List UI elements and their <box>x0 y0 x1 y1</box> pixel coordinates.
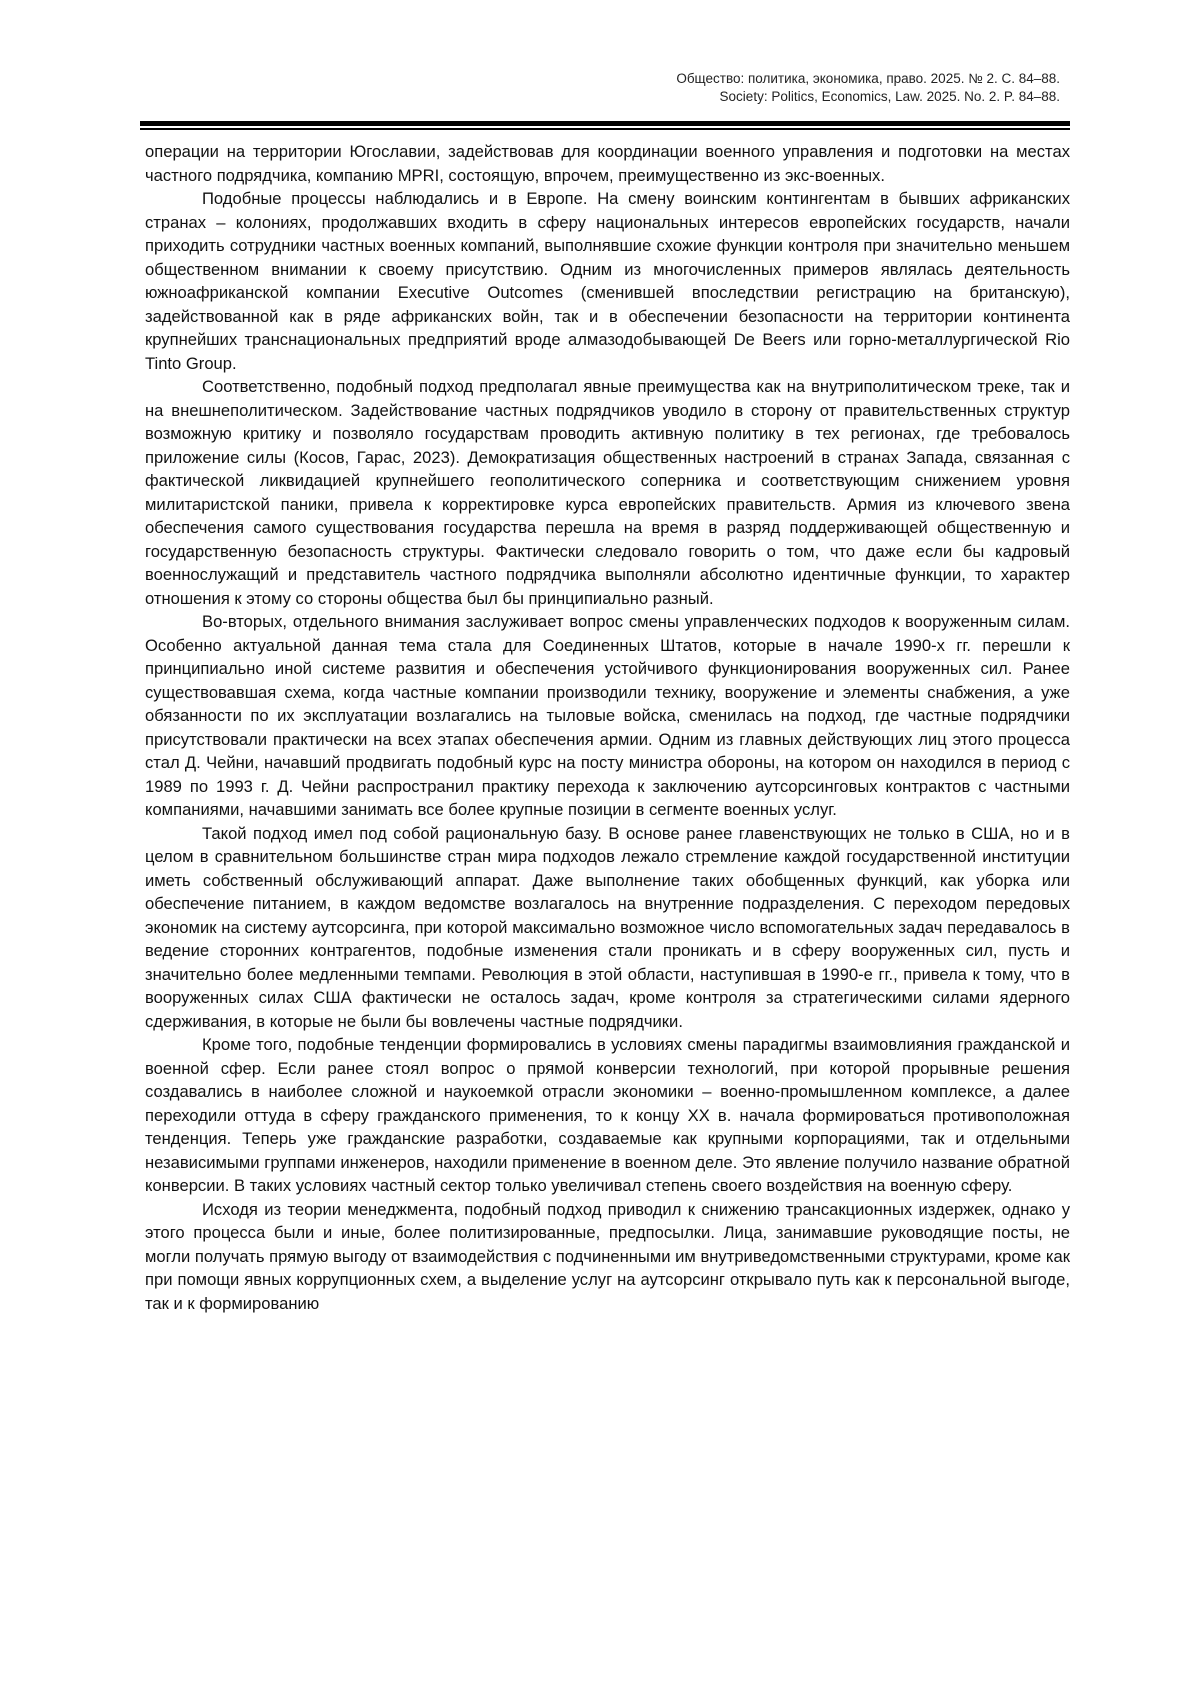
paragraph: Подобные процессы наблюдались и в Европе. На смену воинским контингентам в бывших африканских странах – колониях, продолжавших входить в сферу национальных интересов европейских государств, начали приходить сотрудники частных военных компаний, выполнявшие схожие функции контроля при значительно меньшем общественном внимании к своему присутствию. Одним из многочисленных примеров являлась деятельность южноафриканской компании Executive Outcomes (сменившей впоследствии регистрацию на британскую), задействованной как в ряде африканских войн, так и в обеспечении безопасности на территории континента крупнейших транснациональных предприятий вроде алмазодобывающей De Beers или горно-металлургической Rio Tinto Group. <box>145 189 1070 373</box>
header-divider-thick <box>140 121 1070 126</box>
running-header <box>145 70 1060 106</box>
running-header-ru: Общество: политика, экономика, право. 2025. № 2. С. 84–88. <box>676 71 1060 86</box>
paragraph: Исходя из теории менеджмента, подобный подход приводил к снижению трансакционных издержек, однако у этого процесса были и иные, более политизированные, предпосылки. Лица, занимавшие руководящие посты, не могли получать прямую выгоду от взаимодействия с подчиненными им внутриведомственными структурами, кроме как при помощи явных коррупционных схем, а выделение услуг на аутсорсинг открывало путь как к персональной выгоде, так и к формированию <box>145 1199 1070 1313</box>
paragraph: Такой подход имел под собой рациональную базу. В основе ранее главенствующих не только в США, но и в целом в сравнительном большинстве стран мира подходов лежало стремление каждой государственной институции иметь собственный обслуживающий аппарат. Даже выполнение таких обобщенных функций, как уборка или обеспечение питанием, в каждом ведомстве возлагалось на внутренние подразделения. С переходом передовых экономик на систему аутсорсинга, при которой максимально возможное число вспомогательных задач передавалось в ведение сторонних контрагентов, подобные изменения стали проникать и в сферу вооруженных сил, пусть и значительно более медленными темпами. Революция в этой области, наступившая в 1990-е гг., привела к тому, что в вооруженных силах США фактически не осталось задач, кроме контроля за стратегическими силами ядерного сдерживания, в которые не были бы вовлечены частные подрядчики. <box>145 823 1070 1031</box>
header-divider-thin <box>140 128 1070 130</box>
paragraph: Во-вторых, отдельного внимания заслуживает вопрос смены управленческих подходов к вооруженным силам. Особенно актуальной данная тема стала для Соединенных Штатов, которые в начале 1990-х гг. перешли к принципиально иной системе развития и обеспечения устойчивого функционирования вооруженных сил. Ранее существовавшая схема, когда частные компании производили технику, вооружение и элементы снабжения, а уже обязанности по их эксплуатации возлагались на тыловые войска, сменилась на подход, где частные подрядчики присутствовали практически на всех этапах обеспечения армии. Одним из главных действующих лиц этого процесса стал Д. Чейни, начавший продвигать подобный курс на посту министра обороны, на котором он находился в период с 1989 по 1993 г. Д. Чейни распространил практику перехода к заключению аутсорсинговых контрактов с частными компаниями, начавшими занимать все более крупные позиции в сегменте военных услуг. <box>145 612 1070 819</box>
paragraph: Кроме того, подобные тенденции формировались в условиях смены парадигмы взаимовлияния гражданской и военной сфер. Если ранее стоял вопрос о прямой конверсии технологий, при которой прорывные решения создавались в наиболее сложной и наукоемкой отрасли экономики – военно-промышленном комплексе, а далее переходили оттуда в сферу гражданского применения, то к концу XX в. начала формироваться противоположная тенденция. Теперь уже гражданские разработки, создаваемые как крупными корпорациями, так и отдельными независимыми группами инженеров, находили применение в военном деле. Это явление получило название обратной конверсии. В таких условиях частный сектор только увеличивал степень своего воздействия на военную сферу. <box>145 1035 1070 1195</box>
paragraph-continuation: операции на территории Югославии, задействовав для координации военного управления и подготовки на местах частного подрядчика, компанию MPRI, состоящую, впрочем, преимущественно из экс-военных. <box>145 142 1070 185</box>
article-body <box>145 140 1070 1315</box>
running-header-en: Society: Politics, Economics, Law. 2025. No. 2. P. 84–88. <box>719 89 1060 104</box>
paragraph: Соответственно, подобный подход предполагал явные преимущества как на внутриполитическом треке, так и на внешнеполитическом. Задействование частных подрядчиков уводило в сторону от правительственных структур возможную критику и позволяло государствам проводить активную политику в тех регионах, где требовалось приложение силы (Косов, Гарас, 2023). Демократизация общественных настроений в странах Запада, связанная с фактической ликвидацией крупнейшего геополитического соперника и соответствующим снижением уровня милитаристской паники, привела к корректировке курса европейских правительств. Армия из ключевого звена обеспечения самого существования государства перешла на время в разряд поддерживающей общественную и государственную безопасность структуры. Фактически следовало говорить о том, что даже если бы кадровый военнослужащий и представитель частного подрядчика выполняли абсолютно идентичные функции, то характер отношения к этому со стороны общества был бы принципиально разный. <box>145 377 1070 608</box>
